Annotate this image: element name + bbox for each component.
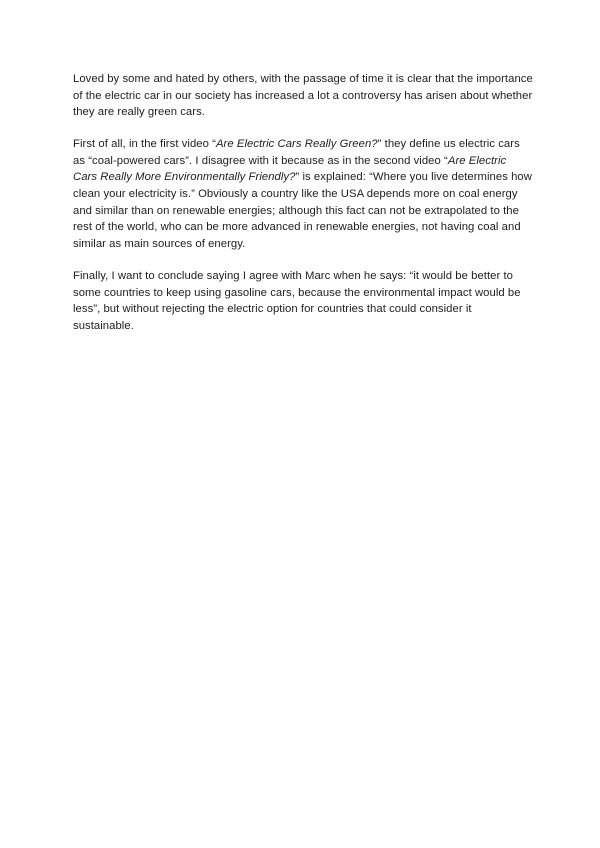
paragraph-videos [73,136,533,252]
paragraph-text: First of all, in the first video “ [73,138,216,151]
video-title-1: Are Electric Cars Really Green? [215,138,378,151]
document-body [73,71,533,350]
paragraph-conclusion [73,268,533,334]
paragraph-intro [73,71,533,121]
video-title-2: Are Electric Cars Really More Environmentally Friendly? [73,154,507,184]
paragraph-text: Finally, I want to conclude saying I agree with Marc when he says: “it would be better to some countries to keep using gasoline cars, because the environmental impact would be less”, but without rejecting the electric option for countries that could consider it sustainable. [73,269,521,332]
paragraph-text: ” is explained: “Where you live determines how clean your electricity is.” Obviously a country like the USA depends more on coal energy and similar than on renewable energies; although this fact can not be extrapolated to the rest of the world, who can be more advanced in renewable energies, not having coal and similar as main sources of energy. [73,171,532,250]
paragraph-text: ” they define us electric cars as “coal-powered cars”. I disagree with it because as in the second video “ [73,138,520,167]
paragraph-text: Loved by some and hated by others, with the passage of time it is clear that the importance of the electric car in our society has increased a lot a controversy has arisen about whether they are really green cars. [73,73,533,119]
